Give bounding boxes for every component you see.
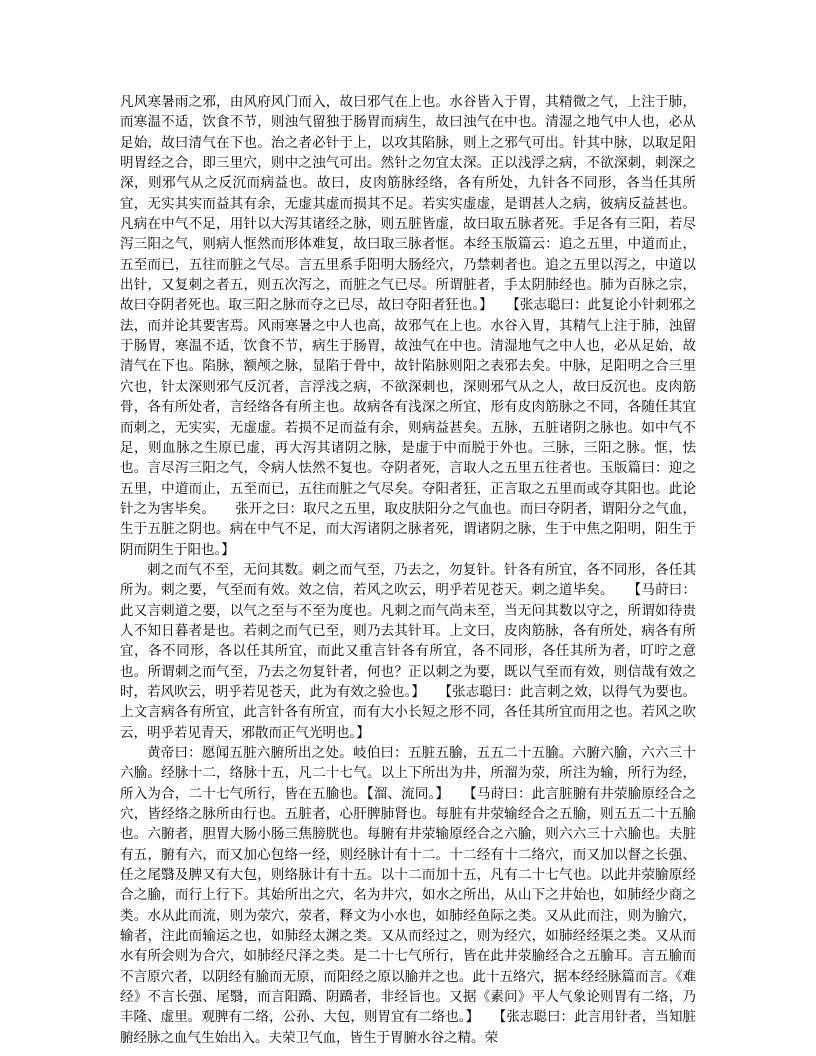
- paragraph-five-zang-points: 黄帝曰：愿闻五脏六腑所出之处。岐伯曰：五脏五腧，五五二十五腧。六腑六腧，六六三十六腧。经脉十二，络脉十五，凡二十七气。以上下所出为井，所溜为荥，所注为输，所行为经，所入为合，二十七气所行，皆在五腧也。【溜、流同。】 【马莳曰：此言脏腑有井荥腧原经合之穴，皆经络之脉所由行也。五脏者，心肝脾肺肾也。每脏有井荥输经合之五腧，则五五二十五腧也。六腑者，胆胃大肠小肠三焦膀胱也。每腑有井荥输原经合之六腧，则六六三十六腧也。夫脏有五，腑有六，而又加心包络一经，则经脉计有十二。十二经有十二络穴，而又加以督之长强、任之尾翳及脾又有大包，则络脉计有十五。以十二而加十五，凡有二十七气也。以此井荥腧原经合之腧，而行上行下。其始所出之穴，名为井穴，如水之所出，从山下之井始也，如肺经少商之类。水从此而流，则为荥穴，荥者，释文为小水也，如肺经鱼际之类。又从此而注，则为腧穴，输者，注此而输运之也，如肺经太渊之类。又从而经过之，则为经穴，如肺经经渠之类。又从而水有所会则为合穴，如肺经尺泽之类。是二十七气所行，皆在此井荥腧经合之五腧耳。言五腧而不言原穴者，以阴经有腧而无原，而阳经之原以腧并之也。此十五络穴，据本经经脉篇而言。《难经》不言长强、尾翳，而言阳蹻、阴蹻者，非经旨也。又据《素问》平人气象论则胃有二络，乃丰隆、虚里。观脾有二络，公孙、大包，则胃宜有二络也。】 【张志聪曰：此言用针者，当知脏腑经脉之血气生始出入。夫荣卫气血，皆生于胃腑水谷之精。荣: [120, 745, 696, 1046]
- paragraph-needle-effect: 刺之而气不至，无问其数。刺之而气至，乃去之，勿复针。针各有所宜，各不同形，各任其所为。刺之要，气至而有效。效之信，若风之吹云，明乎若见苍天。刺之道毕矣。 【马莳曰：此又言刺道之要，以气之至与不至为度也。凡刺之而气尚未至，当无问其数以守之，所谓如待贵人不知日暮者是也。若刺之而气已至，则乃去其针耳。上文曰，皮肉筋脉，各有所处，病各有所宜，各不同形，各以任其所宜，而此又重言针各有所宜，各不同形，各任其所为者，叮咛之意也。所谓刺之而气至，乃去之勿复针者，何也？正以刺之为要，既以气至而有效，则信哉有效之时，若风吹云，明乎若见苍天，此为有效之验也。】 【张志聪曰：此言刺之效，以得气为要也。上文言病各有所宜，此言针各有所宜，而有大小长短之形不同，各任其所宜而用之也。若风之吹云，明乎若见青天，邪散而正气光明也。】: [120, 561, 696, 741]
- body-text: [120, 92, 696, 1048]
- paragraph-commentary-continuation: 凡风寒暑雨之邪，由风府风门而入，故曰邪气在上也。水谷皆入于胃，其精微之气，上注于肺，而寒温不适，饮食不节，则浊气留独于肠胃而病生，故曰浊气在中也。清湿之地气中人也，必从足始，故曰清气在下也。治之者必针于上，以攻其陷脉，则上之邪气可出。针其中脉，以取足阳明胃经之合，即三里穴，则中之浊气可出。然针之勿宜太深。正以浅浮之病，不欲深刺，刺深之深，则邪气从之反沉而病益也。故曰，皮肉筋脉经络，各有所处，九针各不同形，各当任其所宜，无实其实而益其有余，无虚其虚而损其不足。若实实虚虚，是谓甚人之病，彼病反益甚也。凡病在中气不足，用针以大泻其诸经之脉，则五脏皆虚，故曰取五脉者死。手足各有三阳，若尽泻三阳之气，则病人恇然而形体难复，故曰取三脉者恇。本经玉版篇云：追之五里，中道而止，五至而已，五往而脏之气尽。言五里系手阳明大肠经穴，乃禁刺者也。追之五里以泻之，中道以出针，又复刺之者五，则五次泻之，而脏之气已尽。所谓脏者，手太阴肺经也。肺为百脉之宗，故曰夺阴者死也。取三阳之脉而夺之已尽，故曰夺阳者狂也。】 【张志聪曰：此复论小针刺邪之法，而并论其要害焉。风雨寒暑之中人也高，故邪气在上也。水谷入胃，其精气上注于肺，浊留于肠胃，寒温不适，饮食不节，病生于肠胃，故浊气在中也。清湿地气之中人也，必从足始，故清气在下也。陷脉，额颅之脉，显陷于骨中，故针陷脉则阳之表邪去矣。中脉，足阳明之合三里穴也，针太深则邪气反沉者，言浮浅之病，不欲深刺也，深则邪气从之人，故曰反沉也。皮肉筋骨，各有所处者，言经络各有所主也。故病各有浅深之所宜，形有皮肉筋脉之不同，各随任其宜而刺之，无实实，无虚虚。若损不足而益有余，则病益甚矣。五脉，五脏诸阴之脉也。如中气不足，则血脉之生原已虚，再大泻其诸阴之脉，是虚于中而脱于外也。三脉，三阳之脉。恇，怯也。言尽泻三阳之气，令病人怯然不复也。夺阴者死，言取人之五里五往者也。玉版篇曰：迎之五里，中道而止，五至而已，五往而脏之气尽矣。夺阳者狂，正言取之五里而或夺其阳也。此论针之为害毕矣。 张开之曰：取尺之五里，取皮肤阳分之气血也。而曰夺阴者，谓阳分之气血，生于五脏之阴也。病在中气不足，而大泻诸阴之脉者死，谓诸阴之脉，生于中焦之阳明，阳生于阴而阴生于阳也。】: [120, 94, 696, 558]
